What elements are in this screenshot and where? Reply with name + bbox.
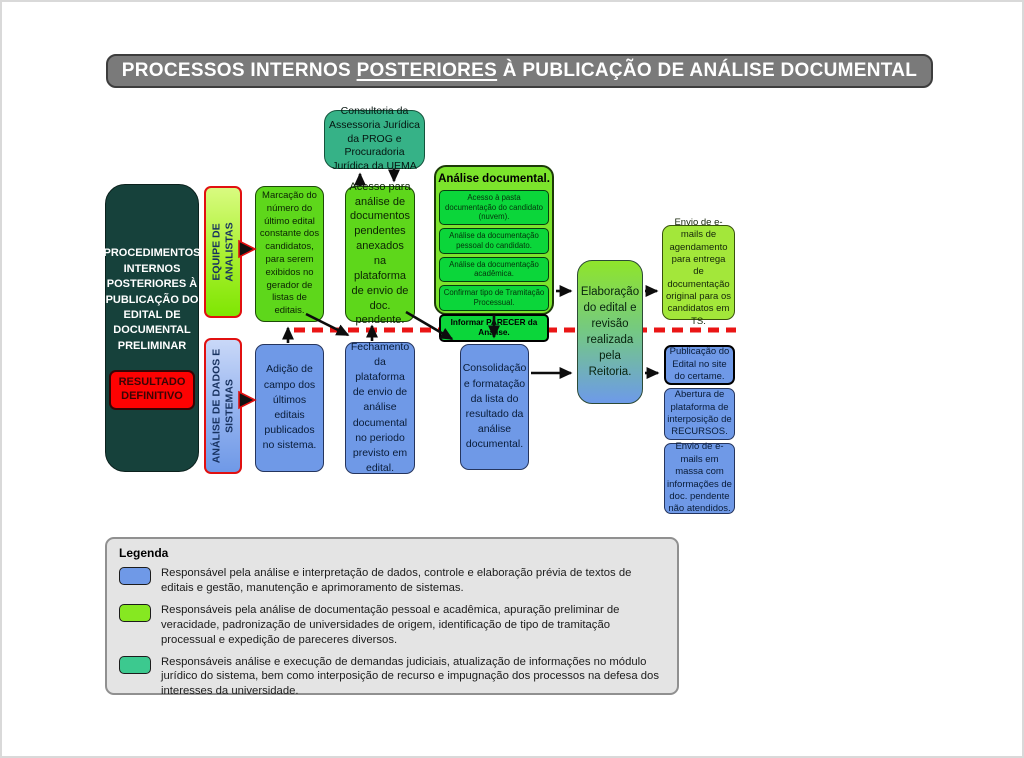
acesso-text: Acesso para análise de documentos pendentes anexados na plataforma de envio de doc. pendente. (349, 180, 411, 327)
analise-step-2: Análise da documentação pessoal do candidato. (439, 228, 549, 253)
node-marcacao-edital (255, 186, 324, 322)
legend-swatch-teal (119, 656, 151, 674)
marcacao-text: Marcação do número do último edital constante dos candidatos, para serem exibidos no gerador de listas de editais. (259, 189, 320, 317)
legend-item-text: Responsável pela análise e interpretação de dados, controle e elaboração prévia de textos de editais e gestão, manutenção e aprimoramento de sistemas. (161, 567, 632, 594)
elaboracao-text: Elaboração do edital e revisão realizada pela Reitoria. (580, 285, 640, 379)
legend-swatch-green (119, 604, 151, 622)
consultoria-text: Consultoria da Assessoria Jurídica da PROG e Procuradoria Jurídica da UEMA (328, 105, 421, 172)
legend-box (105, 537, 679, 698)
page-title (122, 60, 917, 82)
node-procedimentos-internos (105, 184, 199, 472)
analise-step-3: Análise da documentação acadêmica. (439, 257, 549, 282)
lane-analise-de-dados-e-sistemas (204, 338, 242, 474)
node-adicao-campo (255, 344, 324, 472)
agendamento-text: Envio de e-mails de agendamento para entrega de documentação original para os candidatos em TS. (666, 216, 731, 327)
lane-analysts-label: EQUIPE DE ANALISTAS (210, 222, 235, 282)
adicao-text: Adição de campo dos últimos editais publicados no sistema. (262, 363, 317, 452)
analise-step-4: Confirmar tipo de Tramitação Processual. (439, 285, 549, 310)
resultado-definitivo-badge: RESULTADO DEFINITIVO (109, 370, 195, 410)
legend-item-systems (119, 566, 667, 596)
start-node-text: PROCEDIMENTOS INTERNOS POSTERIORES À PUBLICAÇÃO DO EDITAL DE DOCUMENTAL PRELIMINAR (103, 247, 201, 352)
consolidacao-text: Consolidação e formatação da lista do resultado da análise documental. (462, 362, 527, 451)
fechamento-text: Fechamento da plataforma de envio de análise documental no periodo previsto em edital. (350, 340, 410, 475)
title-bar (106, 54, 933, 88)
analise-documental-title: Análise documental. (438, 173, 550, 185)
publicacao-text: Publicação do Edital no site do certame. (669, 346, 730, 383)
title-part2-underlined: POSTERIORES (356, 60, 498, 81)
node-envio-email-agendamento (662, 216, 735, 327)
analise-step-1: Acesso à pasta documentação do candidato (nuvem). (439, 190, 549, 225)
node-publicacao-edital (664, 345, 735, 385)
node-acesso-analise-pendentes (345, 180, 415, 327)
title-part3: À PUBLICAÇÃO DE ANÁLISE DOCUMENTAL (497, 60, 918, 81)
node-fechamento-plataforma (345, 342, 415, 474)
node-analise-documental (434, 165, 554, 337)
legend-title: Legenda (119, 546, 169, 560)
title-part1: PROCESSOS INTERNOS (121, 60, 357, 81)
analise-step-parecer: Informar PARECER da Análise. (439, 314, 549, 343)
lane-systems-label: ANÁLISE DE DADOS E SISTEMAS (210, 348, 235, 464)
node-elaboracao-edital (577, 260, 643, 404)
massa-text: Envio de e-mails em massa com informações de doc. pendente não atendidos. (667, 441, 732, 515)
node-envio-email-massa (664, 443, 735, 514)
recursos-text: Abertura de plataforma de interposição de RECURSOS. (667, 389, 732, 438)
legend-item-analysts (119, 603, 667, 648)
node-consolidacao-lista (460, 344, 529, 470)
legend-item-legal (119, 655, 667, 700)
legend-item-text: Responsáveis análise e execução de demandas judiciais, atualização de informações no módulo jurídico do sistema, bem como interposição de recurso e impugnação dos processos na defesa dos interesses da universidade. (161, 655, 659, 698)
legend-swatch-blue (119, 567, 151, 585)
legend-item-text: Responsáveis pela análise de documentação pessoal e acadêmica, apuração preliminar de veracidade, padronização de universidades de origem, identificação de tipo de tramitação processual e expedição de pareceres diversos. (161, 603, 620, 646)
node-abertura-recursos (664, 388, 735, 440)
node-consultoria-juridica (324, 105, 425, 172)
lane-equipe-de-analistas (204, 186, 242, 318)
